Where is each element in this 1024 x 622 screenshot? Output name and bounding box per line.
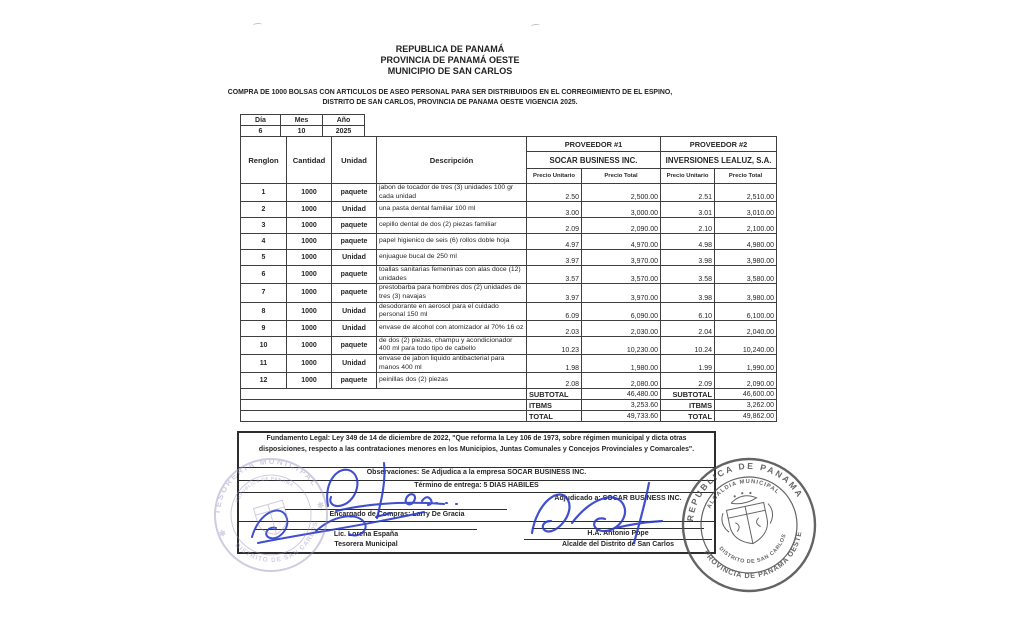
cell-p1-precio-unitario: 3.97 [527,284,582,302]
summary-label-p2: TOTAL [661,411,715,422]
col-header-renglon: Renglon [241,137,287,184]
cell-cantidad: 1000 [287,250,332,266]
date-value-ano: 2025 [323,126,365,137]
cell-descripcion: cepillo dental de dos (2) piezas familiar [377,218,527,234]
cell-p2-precio-total: 3,580.00 [715,266,777,284]
cell-descripcion: toallas sanitarias femeninas con alas doce (12) unidades [377,266,527,284]
cell-descripcion: papel higienico de seis (6) rollos doble hoja [377,234,527,250]
cell-cantidad: 1000 [287,302,332,320]
summary-value-p1: 3,253.60 [582,400,661,411]
cell-unidad: paquete [332,184,377,202]
cell-p1-precio-unitario: 3.00 [527,202,582,218]
cell-cantidad: 1000 [287,218,332,234]
scan-smudge-right [531,24,540,29]
header-line-municipio: MUNICIPIO DE SAN CARLOS [387,66,513,76]
svg-text:PROVINCIA DE PANAMA OESTE: PROVINCIA DE PANAMA OESTE [701,530,804,581]
cell-renglon: 3 [241,218,287,234]
cell-cantidad: 1000 [287,284,332,302]
cell-p2-precio-total: 2,040.00 [715,320,777,336]
cell-unidad: paquete [332,266,377,284]
provider2-price-unit-header: Precio Unitario [661,169,715,184]
svg-text:DISTRITO DE SAN CARLOS: DISTRITO DE SAN CARLOS [233,520,320,565]
summary-value-p1: 46,480.00 [582,389,661,400]
summary-label-p1: ITBMS [527,400,582,411]
cell-descripcion: prestobarba para hombres dos (2) unidades de tres (3) navajas [377,284,527,302]
cell-p1-precio-unitario: 2.09 [527,218,582,234]
cell-cantidad: 1000 [287,184,332,202]
summary-label-p2: ITBMS [661,400,715,411]
purchase-title-line2: DISTRITO DE SAN CARLOS, PROVINCIA DE PANAMA OESTE VIGENCIA 2025. [322,98,578,106]
cell-p1-precio-unitario: 3.97 [527,250,582,266]
cell-renglon: 9 [241,320,287,336]
cell-p2-precio-total: 4,980.00 [715,234,777,250]
summary-value-p1: 49,733.60 [582,411,661,422]
cell-descripcion: de dos (2) piezas, champu y acondicionador 400 ml para todo tipo de cabello [377,336,527,354]
summary-value-p2: 3,262.00 [715,400,777,411]
cell-renglon: 4 [241,234,287,250]
cell-descripcion: peinillas dos (2) piezas [377,373,527,389]
table-row [241,184,777,202]
cell-unidad: paquete [332,234,377,250]
cell-p2-precio-unitario: 2.51 [661,184,715,202]
table-row [241,218,777,234]
svg-text:DISTRITO DE SAN CARLOS: DISTRITO DE SAN CARLOS [717,533,788,566]
table-row [241,202,777,218]
date-header-ano: Año [323,115,365,126]
cell-unidad: Unidad [332,320,377,336]
cell-p1-precio-unitario: 2.50 [527,184,582,202]
cell-p1-precio-total: 3,970.00 [582,250,661,266]
tesorera-title: Tesorera Municipal [334,541,398,548]
cell-p2-precio-unitario: 4.98 [661,234,715,250]
cell-p2-precio-total: 2,100.00 [715,218,777,234]
cell-descripcion: envase de alcohol con atomizador al 70% 16 oz [377,320,527,336]
cell-unidad: Unidad [332,202,377,218]
svg-text:REPUBLICA DE PANAMA: REPUBLICA DE PANAMA [234,475,295,504]
col-header-cantidad: Cantidad [287,137,332,184]
summary-row [241,400,777,411]
provider1-price-unit-header: Precio Unitario [527,169,582,184]
cell-p1-precio-total: 3,000.00 [582,202,661,218]
adjudicado-text: Adjudicado a: SOCAR BUSINESS INC. [554,495,682,502]
col-header-unidad: Unidad [332,137,377,184]
cell-p1-precio-total: 3,970.00 [582,284,661,302]
purchase-title [140,88,760,107]
cell-renglon: 1 [241,184,287,202]
cell-p1-precio-unitario: 6.09 [527,302,582,320]
table-row [241,266,777,284]
cell-renglon: 6 [241,266,287,284]
cell-p1-precio-total: 1,980.00 [582,354,661,372]
cell-cantidad: 1000 [287,354,332,372]
date-value-dia: 6 [241,126,281,137]
cell-renglon: 2 [241,202,287,218]
cell-p2-precio-total: 3,980.00 [715,250,777,266]
cell-p2-precio-total: 3,010.00 [715,202,777,218]
cell-p1-precio-total: 10,230.00 [582,336,661,354]
cell-descripcion: desodorante en aerosol para el cuidado personal 150 ml [377,302,527,320]
cell-p2-precio-unitario: 2.10 [661,218,715,234]
encargado-compras-label: Encargado de Compras: Larry De Gracia [329,511,465,518]
cell-p1-precio-total: 3,570.00 [582,266,661,284]
table-row [241,336,777,354]
cell-p1-precio-unitario: 2.03 [527,320,582,336]
summary-row [241,389,777,400]
summary-label-p1: TOTAL [527,411,582,422]
cell-cantidad: 1000 [287,266,332,284]
cell-cantidad: 1000 [287,336,332,354]
cell-unidad: Unidad [332,250,377,266]
provider1-name: SOCAR BUSINESS INC. [527,152,661,169]
svg-text:✻: ✻ [316,500,326,511]
purchase-title-line1: COMPRA DE 1000 BOLSAS CON ARTICULOS DE ASEO PERSONAL PARA SER DISTRIBUIDOS EN EL CORREGIMIENTO DE EL ESPINO, [227,89,673,96]
table-row [241,284,777,302]
summary-row [241,411,777,422]
provider1-group-header: PROVEEDOR #1 [527,137,661,152]
scan-smudge-left [253,23,262,28]
cell-descripcion: envase de jabon liquido antibacterial para manos 400 ml [377,354,527,372]
cell-renglon: 10 [241,336,287,354]
table-row [241,250,777,266]
provider1-price-total-header: Precio Total [582,169,661,184]
cell-renglon: 7 [241,284,287,302]
cell-renglon: 5 [241,250,287,266]
summary-empty-cell [241,411,527,422]
cell-unidad: paquete [332,284,377,302]
cell-unidad: paquete [332,218,377,234]
cell-p1-precio-total: 6,090.00 [582,302,661,320]
date-header-mes: Mes [281,115,323,126]
svg-text:ALCALDIA MUNICIPAL: ALCALDIA MUNICIPAL [706,478,781,510]
cell-p2-precio-total: 2,510.00 [715,184,777,202]
summary-value-p2: 46,600.00 [715,389,777,400]
cell-p1-precio-total: 2,080.00 [582,373,661,389]
cell-descripcion: enjuague bucal de 250 ml [377,250,527,266]
cell-unidad: paquete [332,373,377,389]
cell-descripcion: una pasta dental familiar 100 ml [377,202,527,218]
summary-value-p2: 49,862.00 [715,411,777,422]
table-row [241,234,777,250]
fundamento-legal-text: Fundamento Legal: Ley 349 de 14 de diciembre de 2022, "Que reforma la Ley 106 de 1973, sobre régimen municipal y dicta otras disposiciones, respecto a las contrataciones menores en los Municipios, Juntas Comunales y Concejos Provinciales y Comarcales". [258,435,695,453]
cell-cantidad: 1000 [287,320,332,336]
page-title [250,44,650,77]
cell-p2-precio-unitario: 1.99 [661,354,715,372]
cell-cantidad: 1000 [287,373,332,389]
alcalde-title: Alcalde del Distrito de San Carlos [561,541,675,548]
cell-renglon: 12 [241,373,287,389]
cell-unidad: paquete [332,336,377,354]
cell-p2-precio-total: 3,980.00 [715,284,777,302]
cell-p2-precio-unitario: 3.01 [661,202,715,218]
cell-p1-precio-unitario: 10.23 [527,336,582,354]
termino-entrega-text: Término de entrega: 5 DIAS HABILES [414,482,539,489]
cell-p2-precio-total: 10,240.00 [715,336,777,354]
cell-descripcion: jabon de tocador de tres (3) unidades 100 gr cada unidad [377,184,527,202]
cell-p2-precio-unitario: 10.24 [661,336,715,354]
header-line-province: PROVINCIA DE PANAMÁ OESTE [380,55,520,65]
table-row [241,302,777,320]
date-table [240,114,365,137]
observaciones-text: Observaciones: Se Adjudica a la empresa SOCAR BUSINESS INC. [366,469,587,476]
cell-p2-precio-unitario: 3.98 [661,250,715,266]
tesorera-name: Lic. Lorena España [333,531,399,538]
cell-p2-precio-unitario: 3.98 [661,284,715,302]
cell-p1-precio-unitario: 1.98 [527,354,582,372]
cell-renglon: 8 [241,302,287,320]
summary-empty-cell [241,400,527,411]
table-row [241,320,777,336]
items-comparison-table [240,136,777,422]
cell-p2-precio-total: 1,990.00 [715,354,777,372]
cell-p2-precio-unitario: 3.58 [661,266,715,284]
cell-p2-precio-total: 2,090.00 [715,373,777,389]
signature-antonio-pope [520,477,675,549]
summary-label-p2: SUBTOTAL [661,389,715,400]
cell-p2-precio-unitario: 2.04 [661,320,715,336]
header-line-republic: REPUBLICA DE PANAMÁ [395,44,505,54]
cell-p2-precio-total: 6,100.00 [715,302,777,320]
cell-p2-precio-unitario: 2.09 [661,373,715,389]
provider2-price-total-header: Precio Total [715,169,777,184]
cell-unidad: Unidad [332,302,377,320]
svg-text:REPUBLICA DE PANAMA: REPUBLICA DE PANAMA [685,460,806,522]
cell-p1-precio-unitario: 2.08 [527,373,582,389]
alcalde-name: H.A. Antonio Pope [587,530,649,537]
cell-p1-precio-total: 2,500.00 [582,184,661,202]
cell-cantidad: 1000 [287,234,332,250]
cell-unidad: Unidad [332,354,377,372]
col-header-descripcion: Descripción [377,137,527,184]
items-body [241,184,777,422]
cell-p1-precio-total: 2,090.00 [582,218,661,234]
table-row [241,373,777,389]
cell-p1-precio-unitario: 4.97 [527,234,582,250]
summary-empty-cell [241,389,527,400]
cell-renglon: 11 [241,354,287,372]
cell-p2-precio-unitario: 6.10 [661,302,715,320]
cell-p1-precio-total: 2,030.00 [582,320,661,336]
date-header-dia: Día [241,115,281,126]
cell-p1-precio-unitario: 3.57 [527,266,582,284]
provider2-group-header: PROVEEDOR #2 [661,137,777,152]
alcaldia-municipal-seal-stamp [667,443,831,607]
provider2-name: INVERSIONES LEALUZ, S.A. [661,152,777,169]
date-value-mes: 10 [281,126,323,137]
cell-p1-precio-total: 4,970.00 [582,234,661,250]
table-row [241,354,777,372]
cell-cantidad: 1000 [287,202,332,218]
summary-label-p1: SUBTOTAL [527,389,582,400]
svg-text:TESORERIA MUNICIPAL: TESORERIA MUNICIPAL [212,456,320,515]
svg-text:✻: ✻ [218,528,228,539]
